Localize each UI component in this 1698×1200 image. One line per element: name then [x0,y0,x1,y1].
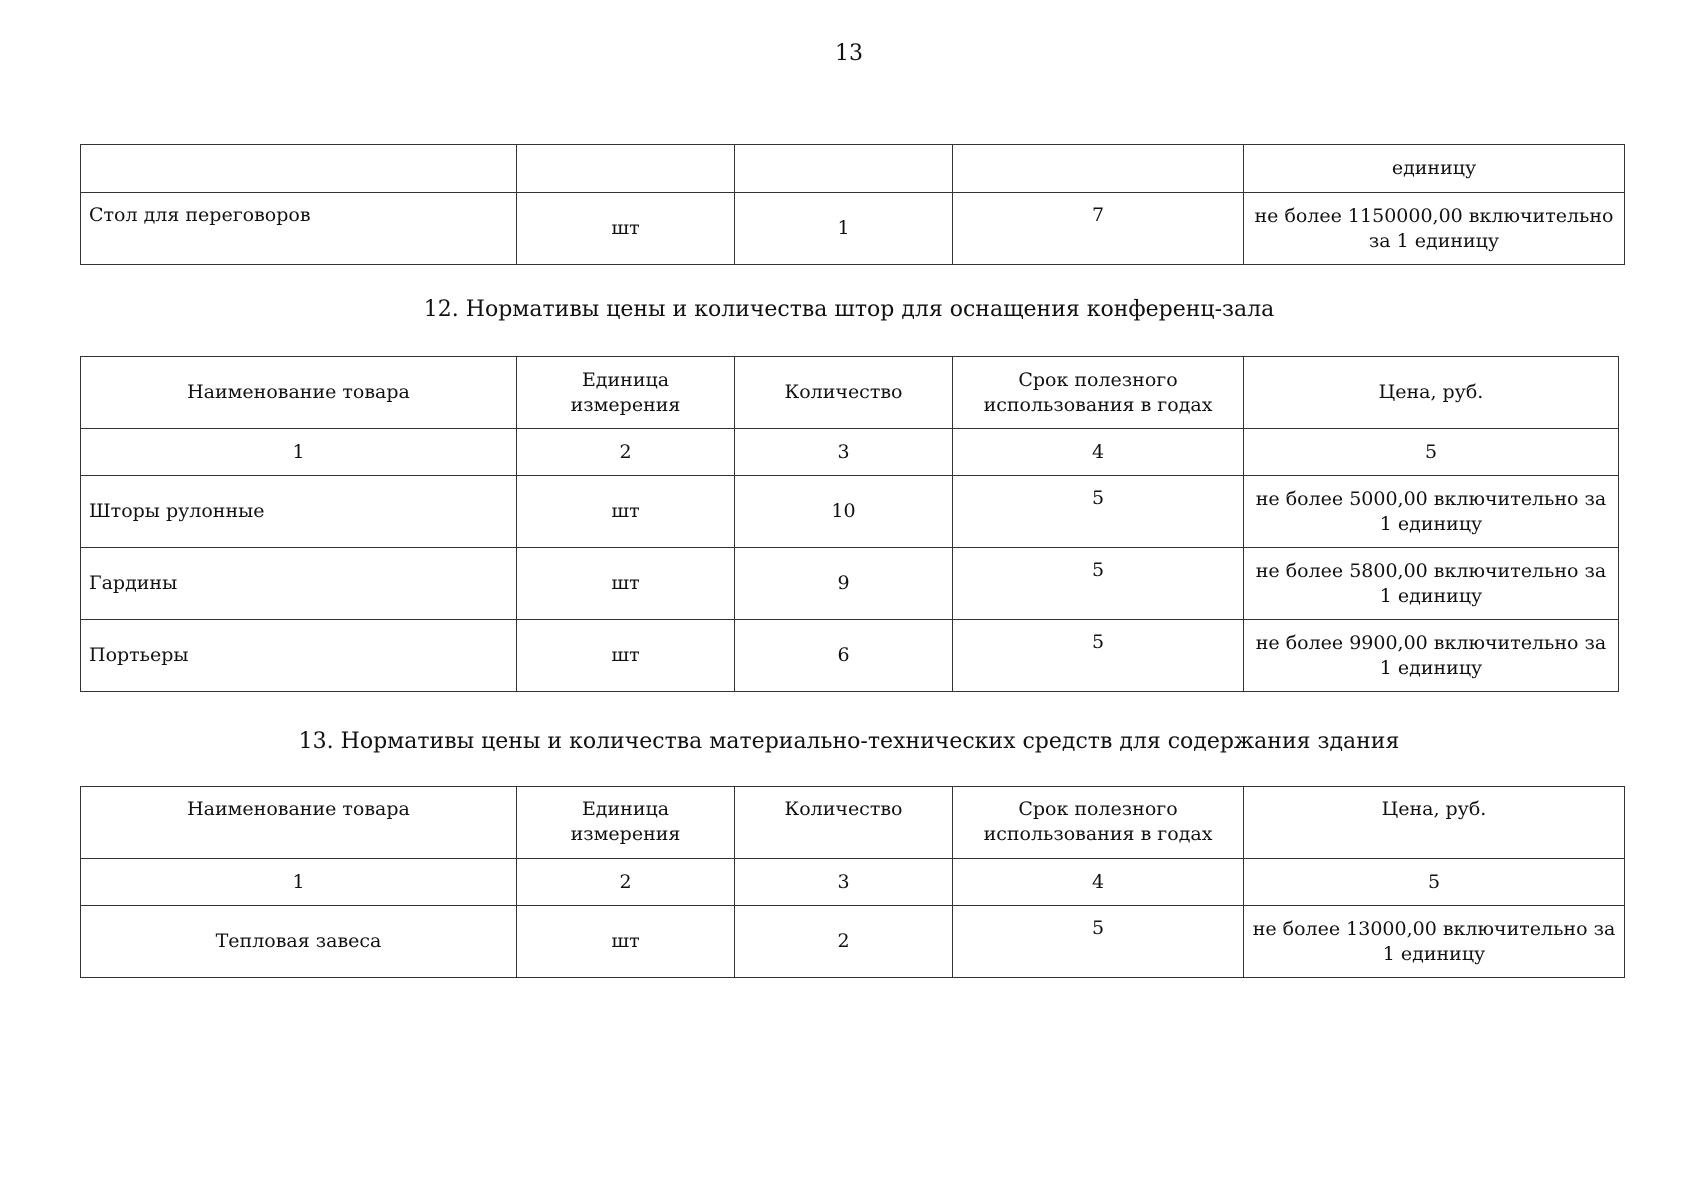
unit-cell: шт [517,476,735,548]
column-header: Цена, руб. [1244,787,1625,859]
service-life-cell: 5 [953,548,1244,620]
column-header: Единица измерения [517,787,735,859]
table-row [81,620,1619,692]
price-cell: не более 9900,00 включительно за 1 единицу [1244,620,1619,692]
quantity-cell: 6 [735,620,953,692]
section-12-title: 12. Нормативы цены и количества штор для оснащения конференц-зала [423,297,1275,322]
price-cell: не более 5800,00 включительно за 1 единицу [1244,548,1619,620]
column-header: Количество [735,357,953,429]
column-header: Единица измерения [517,357,735,429]
column-index: 4 [953,859,1244,906]
table-header-row [81,357,1619,429]
column-index: 4 [953,429,1244,476]
table-header-row [81,787,1625,859]
product-name-cell: Стол для переговоров [81,193,517,265]
column-index: 1 [81,429,517,476]
column-index: 3 [735,859,953,906]
column-index: 3 [735,429,953,476]
product-name-cell: Тепловая завеса [81,906,517,978]
unit-cell: шт [517,548,735,620]
section-13-title: 13. Нормативы цены и количества материально-технических средств для содержания здания [298,729,1400,754]
building-table [80,786,1625,978]
product-name-cell: Шторы рулонные [81,476,517,548]
column-header: Наименование товара [81,787,517,859]
column-header: Цена, руб. [1244,357,1619,429]
table-row [81,548,1619,620]
service-life-cell: 7 [953,193,1244,265]
quantity-cell: 9 [735,548,953,620]
table-cell [517,145,735,193]
column-index: 5 [1244,859,1625,906]
table-row [81,193,1625,265]
table-row [81,476,1619,548]
unit-cell: шт [517,906,735,978]
table-cell: единицу [1244,145,1625,193]
column-header: Количество [735,787,953,859]
product-name-cell: Портьеры [81,620,517,692]
column-header: Срок полезного использования в годах [953,787,1244,859]
quantity-cell: 2 [735,906,953,978]
table-row [81,145,1625,193]
table-cell [735,145,953,193]
service-life-cell: 5 [953,620,1244,692]
quantity-cell: 10 [735,476,953,548]
column-index: 2 [517,429,735,476]
column-index-row [81,859,1625,906]
unit-cell: шт [517,620,735,692]
service-life-cell: 5 [953,906,1244,978]
unit-cell: шт [517,193,735,265]
column-index: 5 [1244,429,1619,476]
column-header: Срок полезного использования в годах [953,357,1244,429]
price-cell: не более 5000,00 включительно за 1 единицу [1244,476,1619,548]
table-cell [953,145,1244,193]
curtains-table [80,356,1619,692]
table-cell [81,145,517,193]
product-name-cell: Гардины [81,548,517,620]
service-life-cell: 5 [953,476,1244,548]
column-header: Наименование товара [81,357,517,429]
column-index-row [81,429,1619,476]
page-number: 13 [835,41,863,66]
continued-table [80,144,1625,265]
quantity-cell: 1 [735,193,953,265]
table-row [81,906,1625,978]
column-index: 1 [81,859,517,906]
column-index: 2 [517,859,735,906]
price-cell: не более 13000,00 включительно за 1 единицу [1244,906,1625,978]
price-cell: не более 1150000,00 включительно за 1 единицу [1244,193,1625,265]
